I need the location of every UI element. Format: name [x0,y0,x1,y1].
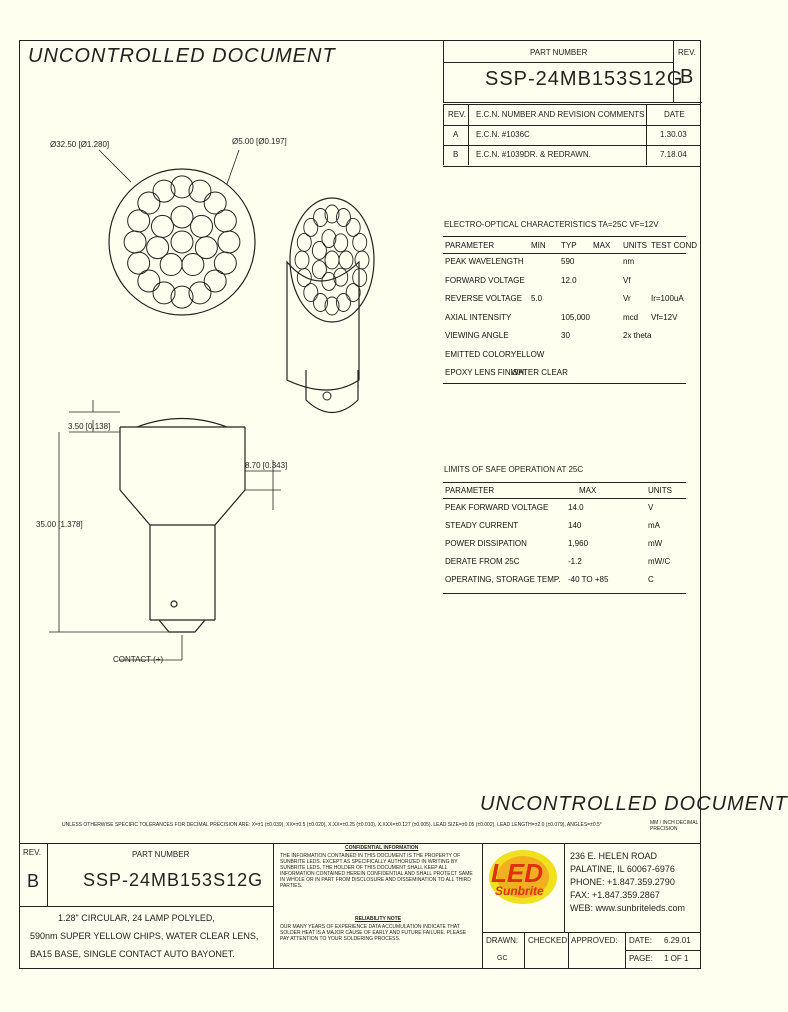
date-label: DATE: [629,936,652,945]
dim-height: 35.00 [1.378] [36,520,83,529]
limits-cell: V [648,503,654,512]
eo-cell: VIEWING ANGLE [445,331,509,340]
eo-cell: 590 [561,257,575,266]
limits-row [443,499,686,516]
limits-cell: -1.2 [568,557,582,566]
led-circle [297,269,311,287]
eo-cell: WATER CLEAR [511,368,568,377]
led-circle [138,270,160,292]
limits-header-row [443,482,686,499]
page-value: 1 OF 1 [664,954,689,963]
checked-label: CHECKED: [528,936,570,945]
eo-title: ELECTRO-OPTICAL CHARACTERISTICS TA=25C VF=12V [444,220,659,229]
eo-cell: 12.0 [561,275,577,285]
eo-row [443,327,686,344]
led-circle [214,252,236,274]
reliability-title: RELIABILITY NOTE [355,916,402,922]
ecn-col-header: E.C.N. NUMBER AND REVISION COMMENTS [476,110,645,119]
limits-cell: STEADY CURRENT [445,521,519,530]
led-circle [312,261,326,279]
uncontrolled-document-top: UNCONTROLLED DOCUMENT [28,45,336,67]
led-circle [353,233,367,251]
address-line: WEB: www.sunbriteleds.com [570,903,686,913]
led-circle [171,231,193,253]
limits-cell: 1,960 [568,539,589,548]
limits-row [443,553,686,570]
part-number-top: SSP-24MB153S12G [485,68,684,90]
eo-cell: PEAK WAVELENGTH [445,257,524,266]
eo-cell: FORWARD VOLTAGE [445,275,525,285]
description-line-1: 1.28" CIRCULAR, 24 LAMP POLYLED, [58,913,215,923]
page-label: PAGE: [629,954,653,963]
led-circle [147,237,169,259]
rev-value-top: B [680,66,694,88]
contact-label: CONTACT (+) [113,655,164,664]
part-number-label-top: PART NUMBER [530,48,588,57]
led-circle [182,254,204,276]
dim-diameter: Ø32.50 [Ø1.280] [50,140,110,149]
eo-h-test: TEST COND [651,241,698,250]
front-view [109,169,255,315]
description-line-3: BA15 BASE, SINGLE CONTACT AUTO BAYONET. [30,949,235,959]
led-circle [355,251,369,269]
led-circle [171,206,193,228]
lim-h-units: UNITS [648,486,672,495]
dim-side: 8.70 [0.343] [245,461,288,470]
led-circle [128,210,150,232]
address-line: PHONE: +1.847.359.2790 [570,877,675,887]
rev-row-a-ecn: E.C.N. #1036C [476,130,530,139]
eo-cell: Ir=100uA [651,294,684,303]
rev-label-top: REV. [678,48,696,57]
date-value: 6.29.01 [664,936,691,945]
eo-cell: 2x theta [623,331,652,340]
led-circle [204,192,226,214]
eo-cell: EMITTED COLOR: [445,349,514,359]
led-lamp-drawing [19,120,439,680]
eo-cell: REVERSE VOLTAGE [445,294,523,303]
eo-cell: Vf [623,275,631,285]
limits-cell: C [648,575,654,584]
led-circle [191,215,213,237]
logo-sunbrite-text: Sunbrite [495,884,544,898]
isometric-view-leds [295,205,369,315]
rev-row-b-ecn: E.C.N. #1039DR. & REDRAWN. [476,150,591,159]
rev-row-a-date: 1.30.03 [660,130,687,139]
uncontrolled-document-bottom: UNCONTROLLED DOCUMENT [480,793,788,815]
approved-label: APPROVED: [571,936,618,945]
eo-cell: AXIAL INTENSITY [445,312,512,322]
eo-h-units: UNITS [623,241,647,250]
date-col-header: DATE [664,110,685,119]
eo-row [443,253,686,270]
led-circle [128,252,150,274]
address-line: 236 E. HELEN ROAD [570,851,658,861]
led-circle [214,210,236,232]
limits-cell: 140 [568,521,582,530]
eo-header-row [443,237,698,254]
eo-h-max: MAX [593,241,611,250]
eo-row [443,364,686,381]
confidential-title: CONFIDENTIAL INFORMATION [345,845,419,851]
limits-cell: POWER DISSIPATION [445,539,527,548]
led-circle [204,270,226,292]
limits-row [443,535,686,552]
led-circle [295,251,309,269]
rev-col-header: REV. [448,110,466,119]
eo-cell: mcd [623,312,639,322]
part-number-label-bottom: PART NUMBER [132,850,190,859]
sunbrite-logo [487,848,559,906]
limits-row [443,571,686,588]
dim-top: 3.50 [0.138] [68,422,111,431]
lim-h-param: PARAMETER [445,486,495,495]
eo-row [443,346,686,363]
eo-row [443,290,686,307]
limits-cell: PEAK FORWARD VOLTAGE [445,503,549,512]
confidential-text: THE INFORMATION CONTAINED IN THIS DOCUMENT IS THE PROPERTY OF SUNBRITE LEDS. EXCEPT AS SPECIFICALLY AUTHORIZED IN WRITING BY SUNBRITE LEDS, THE HOLDER OF THIS DOCUMENT SHALL KEEP ALL INFORMATION CONTAINED HEREIN CONFIDENTIAL AND SHALL PROTECT SAME IN WHOLE OR IN PART FROM DISCLOSURE AND DISSEMINATION TO ALL THIRD PARTIES. [280,853,473,889]
lim-h-max: MAX [579,486,597,495]
limits-title: LIMITS OF SAFE OPERATION AT 25C [444,465,584,474]
drawn-label: DRAWN: [486,936,519,945]
reliability-text: OUR MANY YEARS OF EXPERIENCE DATA ACCUMULATION INDICATE THAT SOLDER HEAT IS A MAJOR CAUSE OF EARLY AND FUTURE FAILURE. PLEASE PAY ATTENTION TO YOUR SOLDERING PROCESS. [280,924,467,942]
led-circle [304,218,318,236]
limits-cell: mA [648,521,660,530]
eo-h-min: MIN [531,241,546,250]
led-circle [124,231,146,253]
rev-value-bottom: B [27,871,40,891]
drawn-value: GC [497,955,508,962]
description-line-2: 590nm SUPER YELLOW CHIPS, WATER CLEAR LENS, [30,931,259,941]
led-circle [325,251,339,269]
limits-cell: DERATE FROM 25C [445,557,520,566]
tolerance-note: UNLESS OTHERWISE SPECIFIC TOLERANCES FOR DECIMAL PRECISION ARE: X=±1 (±0.039), XX=±0.5 (±0.020), X.XX=±0.25 (±0.010), X.XXX=±0.127 (±0.005). LEAD SIZE=±0.05 (±0.002), LEAD LENGTH=±2.0 (±0.079), ANGLES=±0.5° [62,822,602,828]
side-view [120,419,245,633]
led-circle [312,241,326,259]
eo-cell: 30 [561,331,570,340]
limits-cell: mW/C [648,557,671,566]
front-view-leds [124,176,240,308]
address-line: FAX: +1.847.359.2867 [570,890,660,900]
rev-label-bottom: REV. [23,848,41,857]
eo-row [443,309,686,326]
limits-cell: -40 TO +85 [568,575,609,584]
rev-row-a-rev: A [453,130,459,139]
limits-row [443,517,686,534]
address-line: PALATINE, IL 60067-6976 [570,864,675,874]
eo-h-param: PARAMETER [445,241,495,250]
eo-cell: YELLOW [511,349,545,359]
eo-cell: nm [623,257,635,266]
led-circle [346,284,360,302]
limits-cell: 14.0 [568,503,584,512]
led-circle [138,192,160,214]
limits-cell: OPERATING, STORAGE TEMP. [445,575,561,584]
eo-cell: Vf=12V [651,312,678,322]
rev-row-b-date: 7.18.04 [660,150,687,159]
dim-led: Ø5.00 [Ø0.197] [232,137,287,146]
rev-row-b-rev: B [453,150,459,159]
led-circle [218,231,240,253]
logo-led-text: LED [491,858,543,888]
eo-cell: 105,000 [561,312,590,322]
part-number-bottom: SSP-24MB153S12G [83,870,264,890]
eo-cell: Vr [623,294,631,303]
eo-row [443,272,686,289]
led-circle [339,251,353,269]
led-circle [334,234,348,252]
led-circle [151,215,173,237]
eo-cell: 5.0 [531,294,543,303]
limits-cell: mW [648,539,663,548]
eo-cell: EPOXY LENS FINISH: [445,368,527,377]
decimal-precision: MM / INCH DECIMAL PRECISION [650,820,699,832]
eo-h-typ: TYP [561,241,577,250]
